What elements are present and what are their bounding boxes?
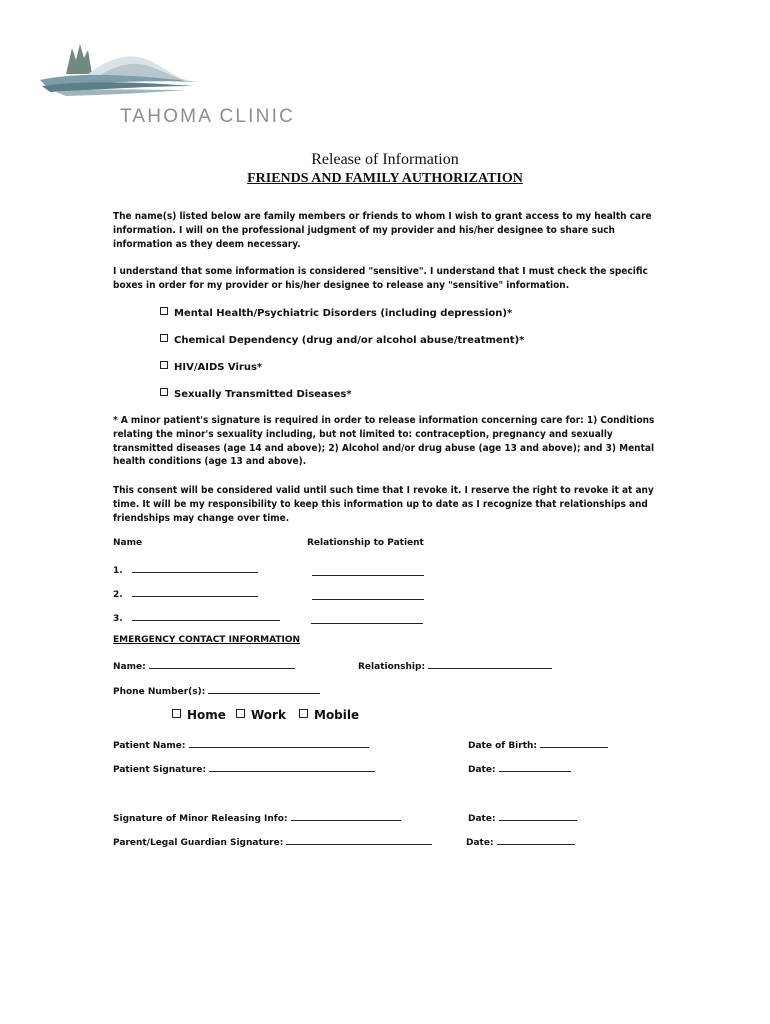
patient-date-row: Date: xyxy=(468,762,571,775)
checkbox-icon[interactable] xyxy=(160,361,168,369)
patient-signature-field[interactable] xyxy=(209,762,375,772)
minor-signature-field[interactable] xyxy=(291,811,401,821)
minor-paragraph: * A minor patient's signature is required in order to release information concerning care for: 1) Conditions relating the minor's sexuality including, but not limited to: contraception, pregnancy and sexually transmitted diseases (age 14 and above); 2) Alcohol and/or drug abuse (age 13 and above); and 3) Mental health conditions (age 13 and above). xyxy=(113,415,655,468)
guardian-date-row: Date: xyxy=(466,835,575,848)
dob-row: Date of Birth: xyxy=(468,738,608,751)
checkbox-icon[interactable] xyxy=(172,709,181,718)
emergency-relationship-field[interactable] xyxy=(428,659,552,669)
relationship-field-3[interactable] xyxy=(311,614,423,624)
relationship-field-1[interactable] xyxy=(312,566,424,576)
table-row: 3. xyxy=(113,611,280,624)
sensitive-item-mental-health[interactable]: Mental Health/Psychiatric Disorders (including depression)* xyxy=(160,307,512,319)
dob-field[interactable] xyxy=(540,738,608,748)
guardian-signature-field[interactable] xyxy=(286,835,432,845)
phone-row: Phone Number(s): xyxy=(113,684,320,697)
phone-option-mobile[interactable]: Mobile xyxy=(299,708,359,722)
page-title: Release of Information xyxy=(311,151,459,168)
name-field-3[interactable] xyxy=(132,611,280,621)
clinic-name: TAHOMA CLINIC xyxy=(120,106,295,127)
phone-option-home[interactable]: Home xyxy=(172,708,226,722)
phone-option-work[interactable]: Work xyxy=(236,708,286,722)
sensitive-item-chemical-dependency[interactable]: Chemical Dependency (drug and/or alcohol abuse/treatment)* xyxy=(160,334,524,346)
name-column-header: Name xyxy=(113,538,143,548)
minor-signature-row: Signature of Minor Releasing Info: xyxy=(113,811,401,824)
checkbox-icon[interactable] xyxy=(299,709,308,718)
consent-paragraph: This consent will be considered valid until such time that I revoke it. I reserve the right to revoke it at any time. It will be my responsibility to keep this information up to date as I recognize that relationships and friendships may change over time. xyxy=(113,485,654,524)
emergency-name-row: Name: xyxy=(113,659,295,672)
guardian-signature-row: Parent/Legal Guardian Signature: xyxy=(113,835,432,848)
checkbox-icon[interactable] xyxy=(160,307,168,315)
checkbox-icon[interactable] xyxy=(160,334,168,342)
minor-date-row: Date: xyxy=(468,811,577,824)
name-field-1[interactable] xyxy=(132,563,258,573)
table-row: 2. xyxy=(113,587,258,600)
phone-number-field[interactable] xyxy=(208,684,320,694)
sensitive-item-hiv-aids[interactable]: HIV/AIDS Virus* xyxy=(160,361,262,373)
guardian-date-field[interactable] xyxy=(497,835,575,845)
patient-name-row: Patient Name: xyxy=(113,738,369,751)
sensitive-paragraph: I understand that some information is considered "sensitive". I understand that I must check the specific boxes in order for my provider or his/her designee to release any "sensitive" information. xyxy=(113,266,648,291)
patient-signature-row: Patient Signature: xyxy=(113,762,375,775)
emergency-name-field[interactable] xyxy=(149,659,295,669)
patient-name-field[interactable] xyxy=(189,738,369,748)
emergency-heading: EMERGENCY CONTACT INFORMATION xyxy=(113,635,301,645)
relationship-field-2[interactable] xyxy=(312,590,424,600)
minor-date-field[interactable] xyxy=(499,811,577,821)
sensitive-item-std[interactable]: Sexually Transmitted Diseases* xyxy=(160,388,352,400)
checkbox-icon[interactable] xyxy=(236,709,245,718)
mountain-logo-icon xyxy=(36,38,201,98)
name-field-2[interactable] xyxy=(132,587,258,597)
clinic-logo xyxy=(36,38,201,103)
table-row: 1. xyxy=(113,563,258,576)
checkbox-icon[interactable] xyxy=(160,388,168,396)
emergency-relationship-row: Relationship: xyxy=(358,659,552,672)
intro-paragraph: The name(s) listed below are family members or friends to whom I wish to grant access to my health care information. I will on the professional judgment of my provider and his/her designee to share such information as they deem necessary. xyxy=(113,211,652,250)
patient-date-field[interactable] xyxy=(499,762,571,772)
page-subtitle: FRIENDS AND FAMILY AUTHORIZATION xyxy=(247,171,523,186)
relationship-column-header: Relationship to Patient xyxy=(307,538,424,548)
